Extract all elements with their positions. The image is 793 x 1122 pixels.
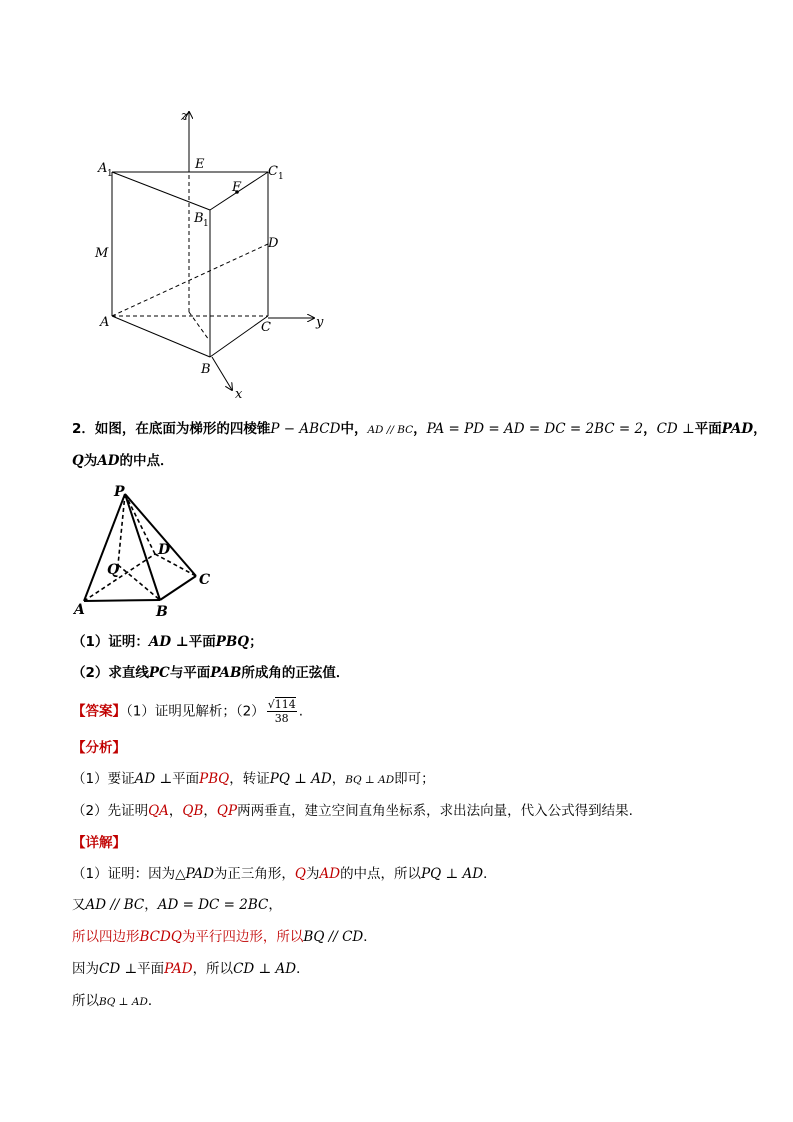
detail-line5: 所以BQ ⊥ AD． bbox=[72, 993, 162, 1009]
axis-y-label: y bbox=[316, 315, 324, 330]
label-c1: C bbox=[268, 164, 278, 179]
part1-text: （1）证明：AD ⊥平面PBQ； bbox=[72, 634, 263, 650]
pyr-label-a: A bbox=[74, 602, 85, 618]
label-d: D bbox=[268, 236, 279, 251]
pyr-label-b: B bbox=[156, 604, 168, 620]
detail-line2: 又AD // BC，AD = DC = 2BC， bbox=[72, 897, 282, 913]
label-c: C bbox=[261, 320, 271, 335]
pyr-label-c: C bbox=[199, 572, 211, 588]
analysis-line2: （2）先证明QA，QB，QP两两垂直，建立空间直角坐标系，求出法向量，代入公式得到结果. bbox=[72, 803, 633, 819]
label-a1-sub: 1 bbox=[107, 169, 113, 179]
label-b1-sub: 1 bbox=[203, 219, 209, 229]
analysis-tag: 【分析】 bbox=[72, 740, 126, 756]
answer-line: 【答案】（1）证明见解析；（2） $\frac{√114}{38}$ . bbox=[72, 698, 303, 725]
answer-fraction: $\frac{√114}{38}$ bbox=[267, 698, 296, 725]
pyr-label-q: Q bbox=[107, 562, 120, 578]
label-c1-sub: 1 bbox=[278, 172, 284, 182]
detail-line3: 所以四边形BCDQ为平行四边形，所以BQ // CD． bbox=[72, 929, 377, 945]
pyramid-figure bbox=[70, 480, 220, 620]
detail-line4: 因为CD ⊥平面PAD，所以CD ⊥ AD． bbox=[72, 961, 310, 977]
label-b: B bbox=[201, 362, 211, 377]
analysis-line1: （1）要证AD ⊥平面PBQ，转证PQ ⊥ AD，BQ ⊥ AD即可； bbox=[72, 771, 435, 787]
label-m: M bbox=[95, 246, 109, 261]
label-a: A bbox=[100, 315, 110, 330]
pyr-label-d: D bbox=[158, 542, 171, 558]
part2-text: （2）求直线PC与平面PAB所成角的正弦值． bbox=[72, 665, 350, 681]
answer-tag: 【答案】 bbox=[72, 703, 126, 720]
label-b1: B bbox=[194, 211, 204, 226]
prism-figure bbox=[80, 100, 340, 405]
label-e: E bbox=[195, 157, 205, 172]
detail-tag: 【详解】 bbox=[72, 835, 126, 851]
detail-line1: （1）证明：因为△PAD为正三角形，Q为AD的中点，所以PQ ⊥ AD． bbox=[72, 866, 497, 882]
axis-x-label: x bbox=[235, 387, 243, 402]
label-a1: A bbox=[98, 161, 108, 176]
axis-z-label: z bbox=[181, 109, 188, 124]
problem2-stem-line1: 2．如图，在底面为梯形的四棱锥P − ABCD中，AD // BC，PA = PD = AD = DC = 2BC = 2，CD ⊥平面PAD， bbox=[72, 421, 767, 437]
pyr-label-p: P bbox=[114, 484, 125, 500]
problem2-stem-line2: Q为AD的中点． bbox=[72, 453, 174, 469]
label-f: F bbox=[232, 180, 242, 195]
